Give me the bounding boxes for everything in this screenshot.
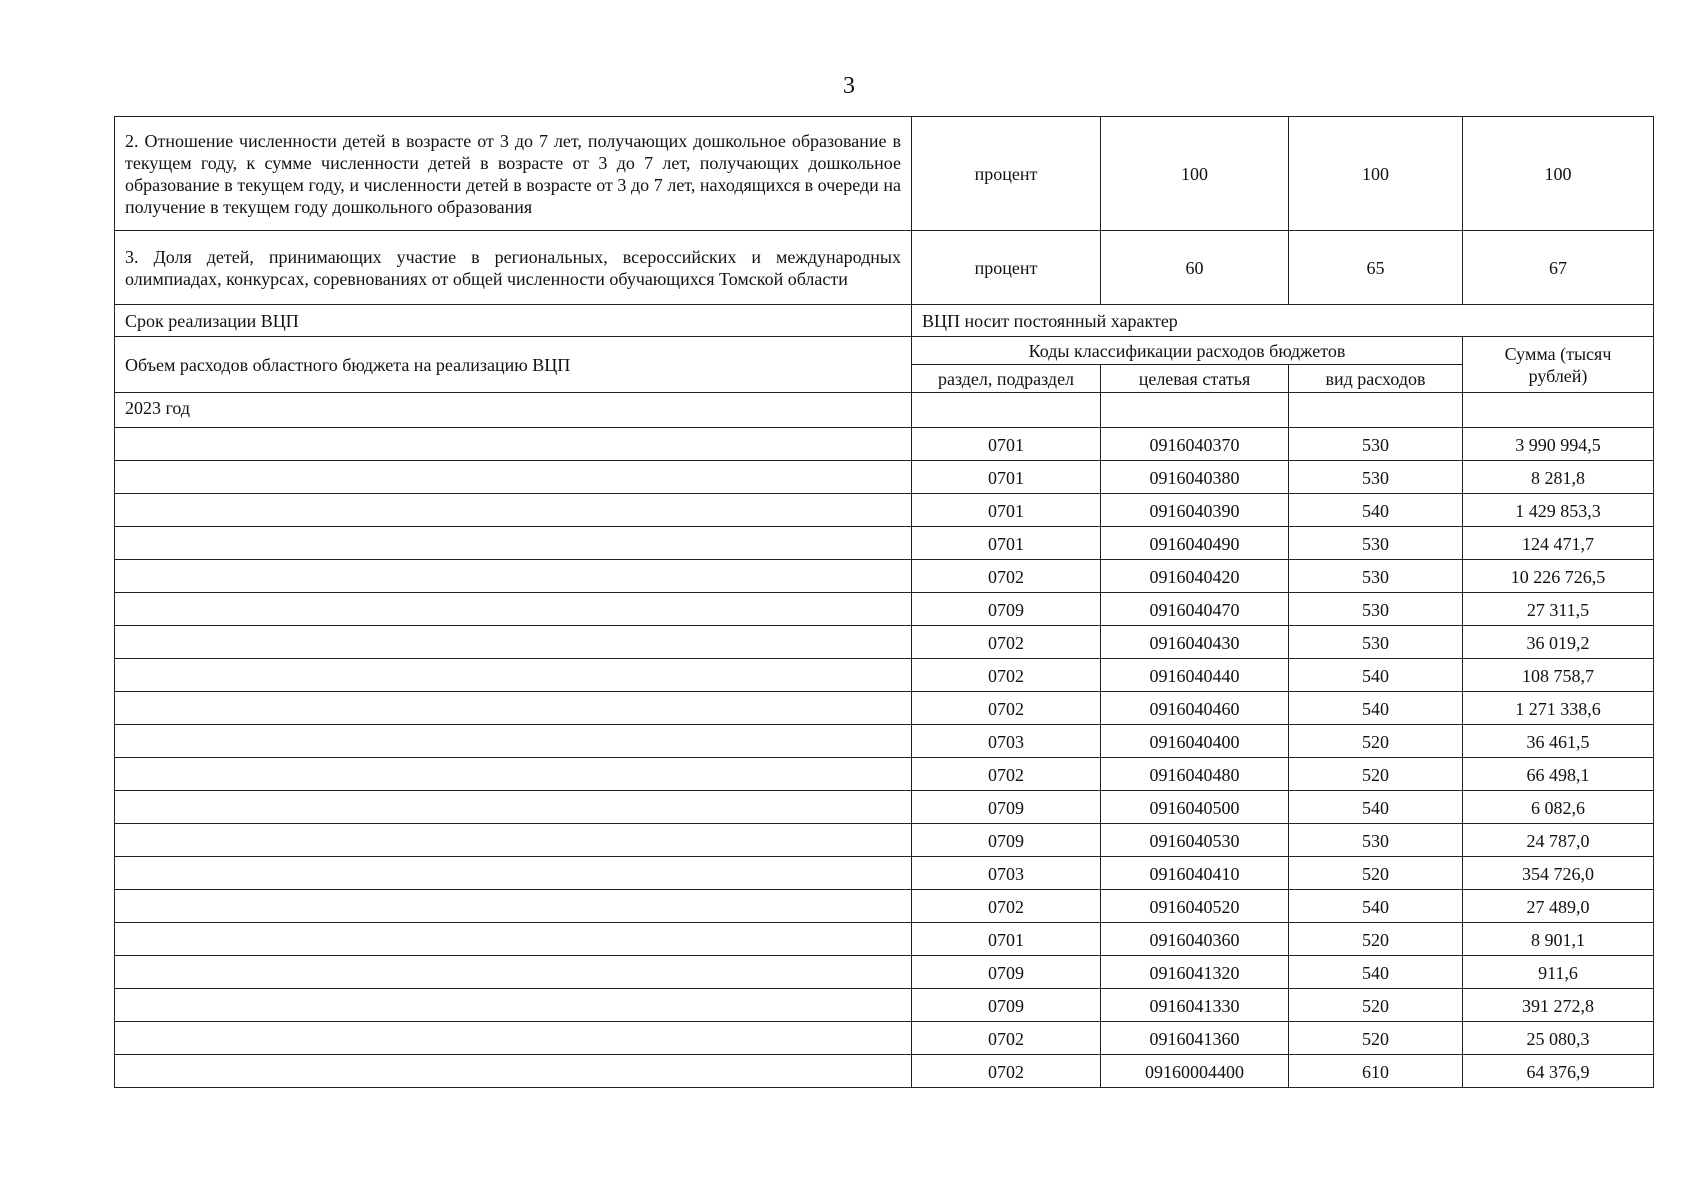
year-label: 2023 год (115, 393, 912, 428)
program-table (114, 116, 1654, 1088)
cell-type: 520 (1289, 725, 1463, 758)
cell-type: 520 (1289, 758, 1463, 791)
budget-header-row (115, 337, 1654, 365)
cell-sum: 6 082,6 (1463, 791, 1654, 824)
cell-sum: 1 271 338,6 (1463, 692, 1654, 725)
cell-sum: 354 726,0 (1463, 857, 1654, 890)
cell-type: 520 (1289, 1022, 1463, 1055)
indicator-value: 100 (1101, 117, 1289, 231)
table-row (115, 494, 1654, 527)
indicator-value: 60 (1101, 231, 1289, 305)
cell-section: 0709 (912, 593, 1101, 626)
sum-header: Сумма (тысяч рублей) (1463, 337, 1654, 393)
indicator-unit: процент (912, 231, 1101, 305)
cell-section: 0702 (912, 890, 1101, 923)
cell-type: 520 (1289, 989, 1463, 1022)
budget-label: Объем расходов областного бюджета на реализацию ВЦП (115, 337, 912, 393)
indicator-value: 100 (1289, 117, 1463, 231)
table-row (115, 989, 1654, 1022)
cell-section: 0709 (912, 989, 1101, 1022)
cell-sum: 36 019,2 (1463, 626, 1654, 659)
cell-type: 530 (1289, 428, 1463, 461)
cell-type: 540 (1289, 659, 1463, 692)
table-row (115, 1022, 1654, 1055)
cell-type: 520 (1289, 923, 1463, 956)
cell-target: 0916040410 (1101, 857, 1289, 890)
cell-section: 0702 (912, 1055, 1101, 1088)
cell-sum: 66 498,1 (1463, 758, 1654, 791)
table-row (115, 461, 1654, 494)
period-row (115, 305, 1654, 337)
table-row (115, 659, 1654, 692)
cell-target: 0916040370 (1101, 428, 1289, 461)
cell-type: 530 (1289, 824, 1463, 857)
cell-target: 0916040490 (1101, 527, 1289, 560)
cell-section: 0702 (912, 560, 1101, 593)
cell-sum: 64 376,9 (1463, 1055, 1654, 1088)
cell-sum: 27 311,5 (1463, 593, 1654, 626)
cell-sum: 911,6 (1463, 956, 1654, 989)
cell-target: 0916040420 (1101, 560, 1289, 593)
cell-target: 0916040500 (1101, 791, 1289, 824)
cell-target: 0916040380 (1101, 461, 1289, 494)
indicator-row (115, 231, 1654, 305)
cell-section: 0702 (912, 692, 1101, 725)
cell-sum: 108 758,7 (1463, 659, 1654, 692)
table-row (115, 890, 1654, 923)
col-section-header: раздел, подраздел (912, 365, 1101, 393)
indicator-unit: процент (912, 117, 1101, 231)
cell-type: 530 (1289, 461, 1463, 494)
table-row (115, 923, 1654, 956)
cell-section: 0702 (912, 626, 1101, 659)
table-row (115, 428, 1654, 461)
cell-section: 0702 (912, 758, 1101, 791)
table-row (115, 527, 1654, 560)
table-row (115, 692, 1654, 725)
indicator-value: 67 (1463, 231, 1654, 305)
cell-sum: 24 787,0 (1463, 824, 1654, 857)
table-row (115, 626, 1654, 659)
cell-type: 540 (1289, 791, 1463, 824)
indicator-text: 3. Доля детей, принимающих участие в региональных, всероссийских и международных олимпиадах, конкурсах, соревнованиях от общей численности обучающихся Томской области (115, 231, 912, 305)
cell-sum: 25 080,3 (1463, 1022, 1654, 1055)
table-row (115, 791, 1654, 824)
cell-target: 0916041360 (1101, 1022, 1289, 1055)
table-row (115, 824, 1654, 857)
cell-type: 520 (1289, 857, 1463, 890)
cell-type: 530 (1289, 593, 1463, 626)
cell-target: 09160004400 (1101, 1055, 1289, 1088)
cell-section: 0703 (912, 857, 1101, 890)
period-label: Срок реализации ВЦП (115, 305, 912, 337)
cell-type: 530 (1289, 527, 1463, 560)
codes-header: Коды классификации расходов бюджетов (912, 337, 1463, 365)
cell-sum: 1 429 853,3 (1463, 494, 1654, 527)
cell-type: 540 (1289, 692, 1463, 725)
cell-target: 0916041330 (1101, 989, 1289, 1022)
cell-target: 0916040390 (1101, 494, 1289, 527)
cell-section: 0703 (912, 725, 1101, 758)
cell-section: 0701 (912, 428, 1101, 461)
cell-target: 0916040530 (1101, 824, 1289, 857)
cell-sum: 10 226 726,5 (1463, 560, 1654, 593)
indicator-value: 100 (1463, 117, 1654, 231)
cell-target: 0916040360 (1101, 923, 1289, 956)
cell-section: 0702 (912, 1022, 1101, 1055)
cell-sum: 36 461,5 (1463, 725, 1654, 758)
table-row (115, 593, 1654, 626)
cell-section: 0709 (912, 956, 1101, 989)
table-row (115, 956, 1654, 989)
page-number: 3 (843, 73, 855, 99)
cell-section: 0701 (912, 923, 1101, 956)
table-row (115, 758, 1654, 791)
cell-sum: 8 901,1 (1463, 923, 1654, 956)
cell-target: 0916040520 (1101, 890, 1289, 923)
indicator-text: 2. Отношение численности детей в возрасте от 3 до 7 лет, получающих дошкольное образование в текущем году, к сумме численности детей в возрасте от 3 до 7 лет, получающих дошкольное образование в текущем году, и численности детей в возрасте от 3 до 7 лет, находящихся в очереди на получение в текущем году дошкольного образования (115, 117, 912, 231)
cell-section: 0709 (912, 791, 1101, 824)
cell-target: 0916040470 (1101, 593, 1289, 626)
cell-type: 530 (1289, 560, 1463, 593)
cell-sum: 391 272,8 (1463, 989, 1654, 1022)
cell-sum: 124 471,7 (1463, 527, 1654, 560)
table-row (115, 725, 1654, 758)
col-type-header: вид расходов (1289, 365, 1463, 393)
cell-section: 0701 (912, 527, 1101, 560)
cell-target: 0916041320 (1101, 956, 1289, 989)
cell-target: 0916040400 (1101, 725, 1289, 758)
cell-target: 0916040480 (1101, 758, 1289, 791)
cell-sum: 3 990 994,5 (1463, 428, 1654, 461)
cell-section: 0701 (912, 461, 1101, 494)
cell-target: 0916040430 (1101, 626, 1289, 659)
cell-section: 0701 (912, 494, 1101, 527)
table-row (115, 560, 1654, 593)
col-target-header: целевая статья (1101, 365, 1289, 393)
cell-section: 0709 (912, 824, 1101, 857)
cell-sum: 8 281,8 (1463, 461, 1654, 494)
table-row (115, 1055, 1654, 1088)
period-value: ВЦП носит постоянный характер (912, 305, 1654, 337)
indicator-value: 65 (1289, 231, 1463, 305)
cell-type: 610 (1289, 1055, 1463, 1088)
cell-type: 530 (1289, 626, 1463, 659)
indicator-row (115, 117, 1654, 231)
cell-type: 540 (1289, 890, 1463, 923)
cell-section: 0702 (912, 659, 1101, 692)
cell-target: 0916040460 (1101, 692, 1289, 725)
table-row (115, 857, 1654, 890)
cell-type: 540 (1289, 494, 1463, 527)
cell-target: 0916040440 (1101, 659, 1289, 692)
cell-sum: 27 489,0 (1463, 890, 1654, 923)
year-row (115, 393, 1654, 428)
cell-type: 540 (1289, 956, 1463, 989)
